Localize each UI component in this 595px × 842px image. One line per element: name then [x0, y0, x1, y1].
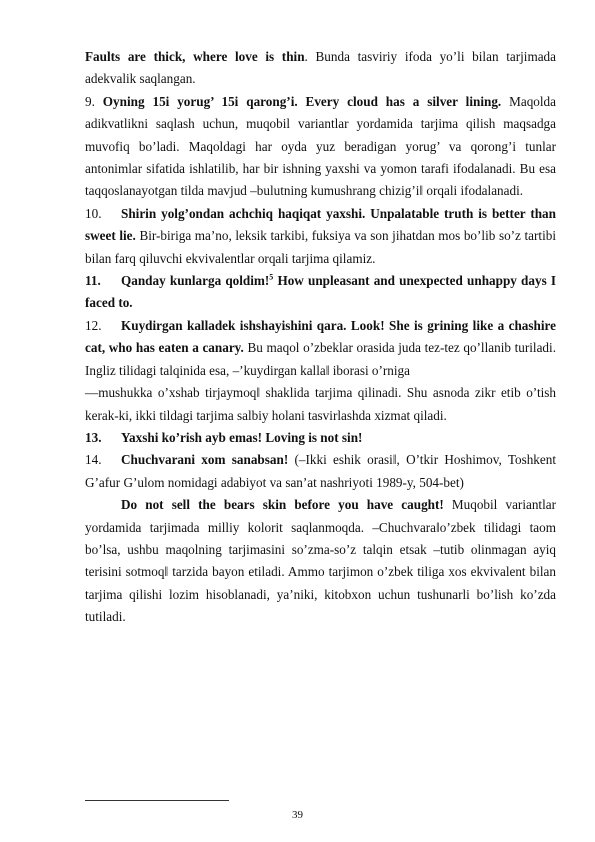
document-body: [85, 46, 556, 629]
proverb-heading: Yaxshi ko’rish ayb emas! Loving is not sin!: [121, 429, 363, 445]
item-number: 13.: [85, 429, 102, 445]
paragraph-9: [85, 91, 556, 203]
item-number: 11.: [85, 273, 101, 289]
proverb-heading: Oyning 15i yorug’ 15i qarong’i. Every cloud has a silver lining.: [102, 93, 502, 109]
paragraph-text: Bu maqol o’zbeklar orasida juda tez-tez qo’llanib turiladi. Ingliz tilidagi talqinida esa, ‒’kuydirgan kalla‖ iborasi o’rniga: [85, 340, 556, 378]
item-number: 14.: [85, 452, 102, 468]
proverb-heading: Shirin yolg’ondan achchiq haqiqat yaxshi. Unpalatable truth is better than sweet lie.: [85, 205, 556, 244]
proverb-heading: Kuydirgan kalladek ishshayishini qara. Look! She is grining like a chashire cat, who has eaten a canary.: [85, 317, 556, 356]
proverb-heading: Qanday kunlarga qoldim!: [121, 273, 270, 289]
paragraph-text: Maqolda adikvatlikni saqlash uchun, muqobil variantlar yordamida tarjima qilish maqsadga muvofiq bo’ladi. Maqoldagi har oyda yuz beradigan yorug’ va qorong’i tunlar antonimlar sifatida ishlatilib, har bir ishning yaxshi va yomon tarafi ifodalanadi. Bu esa taqqoslanayotgan tilda mavjud ‒bulutning kumushrang chizig’i‖ orqali ifodalanadi.: [85, 93, 556, 199]
paragraph-text: ―mushukka o’xshab tirjaymoq‖ shaklida tarjima qilinadi. Shu asnoda zikr etib o’tish kerak-ki, ikki tildagi tarjima salbiy holani tasvirlashda xizmat qiladi.: [85, 385, 556, 423]
paragraph-bears-skin: [85, 494, 556, 628]
paragraph-faults: [85, 46, 556, 91]
paragraph-11: [85, 270, 556, 315]
proverb-translation: How unpleasant and unexpected unhappy days I faced to.: [85, 273, 556, 311]
paragraph-text: Muqobil variantlar yordamida tarjimada milliy kolorit saqlanmoqda. ‒Chuchvara‖o’zbek tilidagi taom bo’lsa, ushbu maqolning tarjimasini so’zma-so’z talqin etsak ‒tutib olinmagan ayiq terisini sotmoq‖ tarzida bayon etiladi. Ammo tarjimon o’zbek tiliga xos ekvivalent bilan tarjima qilishi lozim hisoblanadi, ya’niki, kitobxon uchun tushunarli bo’lish ko’zda tutiladi.: [85, 497, 556, 625]
paragraph-10: [85, 203, 556, 270]
paragraph-text: Bir-biriga ma’no, leksik tarkibi, fuksiya va son jihatdan mos bo’lib so’z tartibi bilan farq qiluvchi ekvivalentlar orqali tarjima qilamiz.: [85, 228, 557, 266]
item-number: 12.: [85, 317, 102, 333]
footnote-separator: [85, 800, 229, 801]
item-number: 10.: [85, 205, 102, 221]
proverb-english: Faults are thick, where love is thin: [85, 49, 305, 64]
paragraph-12-continued: [85, 382, 556, 427]
paragraph-text: (‒Ikki eshik orasi‖, O’tkir Hoshimov, Toshkent G’afur G’ulom nomidagi adabiyot va san’at nashriyoti 1989-y, 504-bet): [85, 452, 556, 490]
proverb-english: Do not sell the bears skin before you have caught!: [121, 497, 444, 513]
proverb-heading: Chuchvarani xom sanabsan!: [121, 452, 289, 468]
item-number: 9.: [85, 93, 95, 109]
paragraph-text: . Bunda tasviriy ifoda yo’li bilan tarjimada adekvalik saqlangan.: [85, 49, 556, 87]
paragraph-14: [85, 449, 556, 494]
paragraph-12: [85, 315, 556, 382]
page-number: 39: [292, 809, 303, 821]
footnote-marker: 5: [269, 272, 274, 282]
paragraph-13: [85, 427, 556, 449]
